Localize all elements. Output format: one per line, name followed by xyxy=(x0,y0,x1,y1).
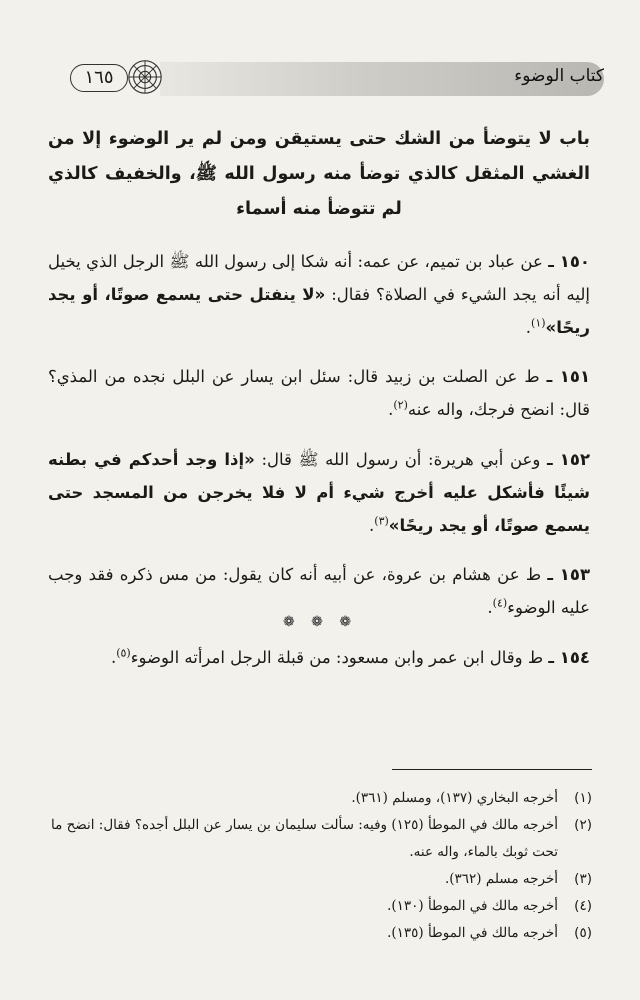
hadith-number: ١٥٢ ـ xyxy=(547,449,591,469)
footnote-number: (٢) xyxy=(574,817,592,833)
footnote xyxy=(40,785,592,812)
footnote-text: أخرجه مالك في الموطأ (١٢٥) وفيه: سألت سليمان بن يسار عن البلل أجده؟ فقال: انضح ما تحت ثوبك بالماء، واله عنه. xyxy=(50,817,558,860)
section-separator: ❁ ❁ ❁ xyxy=(282,614,358,630)
footnote-number: (٣) xyxy=(574,871,592,887)
hadith-number: ١٥١ ـ xyxy=(546,367,591,386)
hadith-entry xyxy=(48,360,590,426)
hadith-end: . xyxy=(487,598,493,617)
footnote-number: (١) xyxy=(574,790,592,806)
footnotes xyxy=(40,785,592,947)
page-number: ١٦٥ xyxy=(70,64,128,92)
footnote-number: (٥) xyxy=(574,925,592,941)
footnote-reference: (٢) xyxy=(393,398,408,412)
chapter-heading: باب لا يتوضأ من الشك حتى يستيقن ومن لم ير الوضوء إلا من الغشي المثقل كالذي توضأ منه رسول الله ﷺ، والخفيف كالذي لم تتوضأ منه أسماء xyxy=(48,129,590,219)
footnote-text: أخرجه مسلم (٣٦٢). xyxy=(444,871,558,887)
footnote-divider xyxy=(392,769,592,770)
footnote xyxy=(40,920,592,947)
hadith-entry xyxy=(48,443,590,542)
hadith-entry xyxy=(48,641,590,674)
footnote-text: أخرجه مالك في الموطأ (١٣٥). xyxy=(387,925,558,941)
rosette-ornament-icon xyxy=(126,58,164,96)
hadith-text: وعن أبي هريرة: أن رسول الله ﷺ قال: xyxy=(261,449,541,469)
footnote xyxy=(40,866,592,893)
hadith-text: ط عن الصلت بن زبيد قال: سئل ابن يسار عن البلل نجده من المذي؟ قال: انضح فرجك، واله عنه xyxy=(48,367,590,419)
hadith-quote: «إذا وجد أحدكم في بطنه شيئًا فأشكل عليه أخرج شيء أم لا فلا يخرجن من المسجد حتى يسمع صوتًا، أو يجد ريحًا» xyxy=(48,449,590,535)
hadith-number: ١٥٠ ـ xyxy=(548,251,590,271)
hadith-end: . xyxy=(369,515,375,535)
hadith-number: ١٥٤ ـ xyxy=(548,647,590,667)
hadith-text: عن عباد بن تميم، عن عمه: أنه شكا إلى رسول الله ﷺ الرجل الذي يخيل إليه أنه يجد الشيء في الصلاة؟ فقال: xyxy=(48,251,590,304)
footnote-reference: (٣) xyxy=(374,514,389,527)
footnote xyxy=(40,812,592,866)
running-title: كتاب الوضوء xyxy=(514,66,604,86)
hadith-end: . xyxy=(525,317,532,337)
hadith-end: . xyxy=(110,647,117,667)
hadith-quote: «لا ينفتل حتى يسمع صوتًا، أو يجد ريحًا» xyxy=(48,284,590,337)
footnote-text: أخرجه البخاري (١٣٧)، ومسلم (٣٦١). xyxy=(351,790,558,806)
hadith-entry xyxy=(48,245,590,344)
hadith-text: ط وقال ابن عمر وابن مسعود: من قبلة الرجل امرأته الوضوء xyxy=(130,647,544,667)
footnote-text: أخرجه مالك في الموطأ (١٣٠). xyxy=(387,898,558,914)
footnote-reference: (١) xyxy=(531,316,546,329)
footnote-reference: (٥) xyxy=(116,646,131,659)
hadith-end: . xyxy=(388,400,394,419)
hadith-text: ط عن هشام بن عروة، عن أبيه أنه كان يقول: من مس ذكره فقد وجب عليه الوضوء xyxy=(48,565,590,617)
footnote-number: (٤) xyxy=(574,898,592,914)
footnote xyxy=(40,893,592,920)
hadith-number: ١٥٣ ـ xyxy=(547,565,591,584)
footnote-reference: (٤) xyxy=(492,596,508,610)
